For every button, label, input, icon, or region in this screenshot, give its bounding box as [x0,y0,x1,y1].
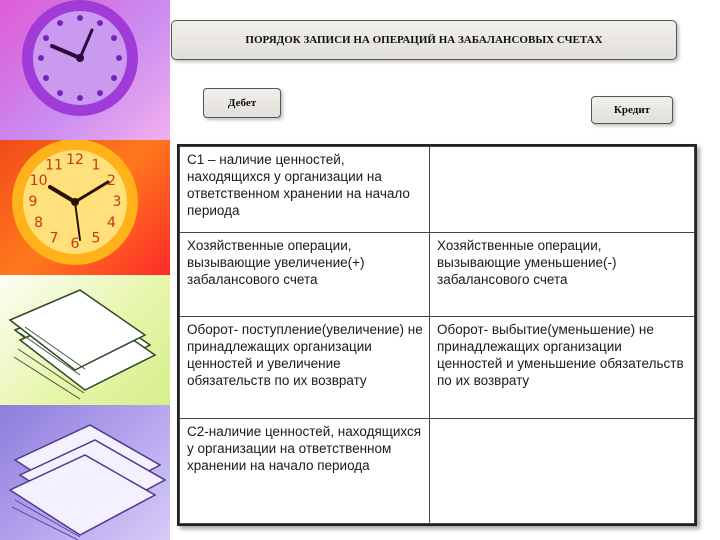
debit-cell: С2-наличие ценностей, находящихся у организации на ответственном хранении на начало периода [180,419,430,524]
debit-cell: Оборот- поступление(увеличение) не принадлежащих организации ценностей и увеличение обязательств по их возврату [180,317,430,419]
clock-digit: 9 [28,194,38,210]
clock-digit: 5 [91,230,101,247]
debit-cell: С1 – наличие ценностей, находящихся у организации на ответственном хранении на начало периода [180,147,430,233]
orange-clock-icon [0,140,170,275]
table-row [180,147,695,233]
debit-cell: Хозяйственные операции, вызывающие увеличение(+) забалансового счета [180,233,430,317]
page-title [171,20,677,60]
table-row [180,419,695,524]
debit-label: Дебет [227,97,257,109]
table-row [180,233,695,317]
papers-panel [0,275,170,405]
clock-digit: 2 [106,173,116,189]
credit-cell: Хозяйственные операции, вызывающие уменьшение(-) забалансового счета [430,233,695,317]
table-row [180,317,695,419]
credit-cell [430,147,695,233]
books-stack-icon [0,405,170,540]
credit-cell: Оборот- выбытие(уменьшение) не принадлежащих организации ценностей и уменьшение обязательств по их возврату [430,317,695,419]
page-title-text: ПОРЯДОК ЗАПИСИ НА ОПЕРАЦИЙ НА ЗАБАЛАНСОВЫХ СЧЕТАХ [245,34,603,46]
purple-clock-panel [0,0,170,140]
books-panel [0,405,170,540]
clock-digit: 11 [45,157,63,174]
papers-stack-icon [0,275,170,405]
clock-digit: 1 [91,157,101,174]
credit-label-box [591,96,673,124]
ledger-table [177,144,697,526]
credit-label: Кредит [613,104,651,116]
clock-digit: 12 [66,152,84,168]
credit-cell [430,419,695,524]
clock-digit: 4 [106,215,116,231]
debit-label-box [203,88,281,118]
clock-digit: 6 [70,236,80,252]
decorative-photo-strip [0,0,170,540]
orange-clock-panel [0,140,170,275]
clock-digit: 3 [112,194,122,210]
purple-clock-icon [0,0,170,140]
clock-digit: 10 [29,173,48,189]
clock-digit: 8 [34,215,44,231]
clock-digit: 7 [49,230,59,247]
